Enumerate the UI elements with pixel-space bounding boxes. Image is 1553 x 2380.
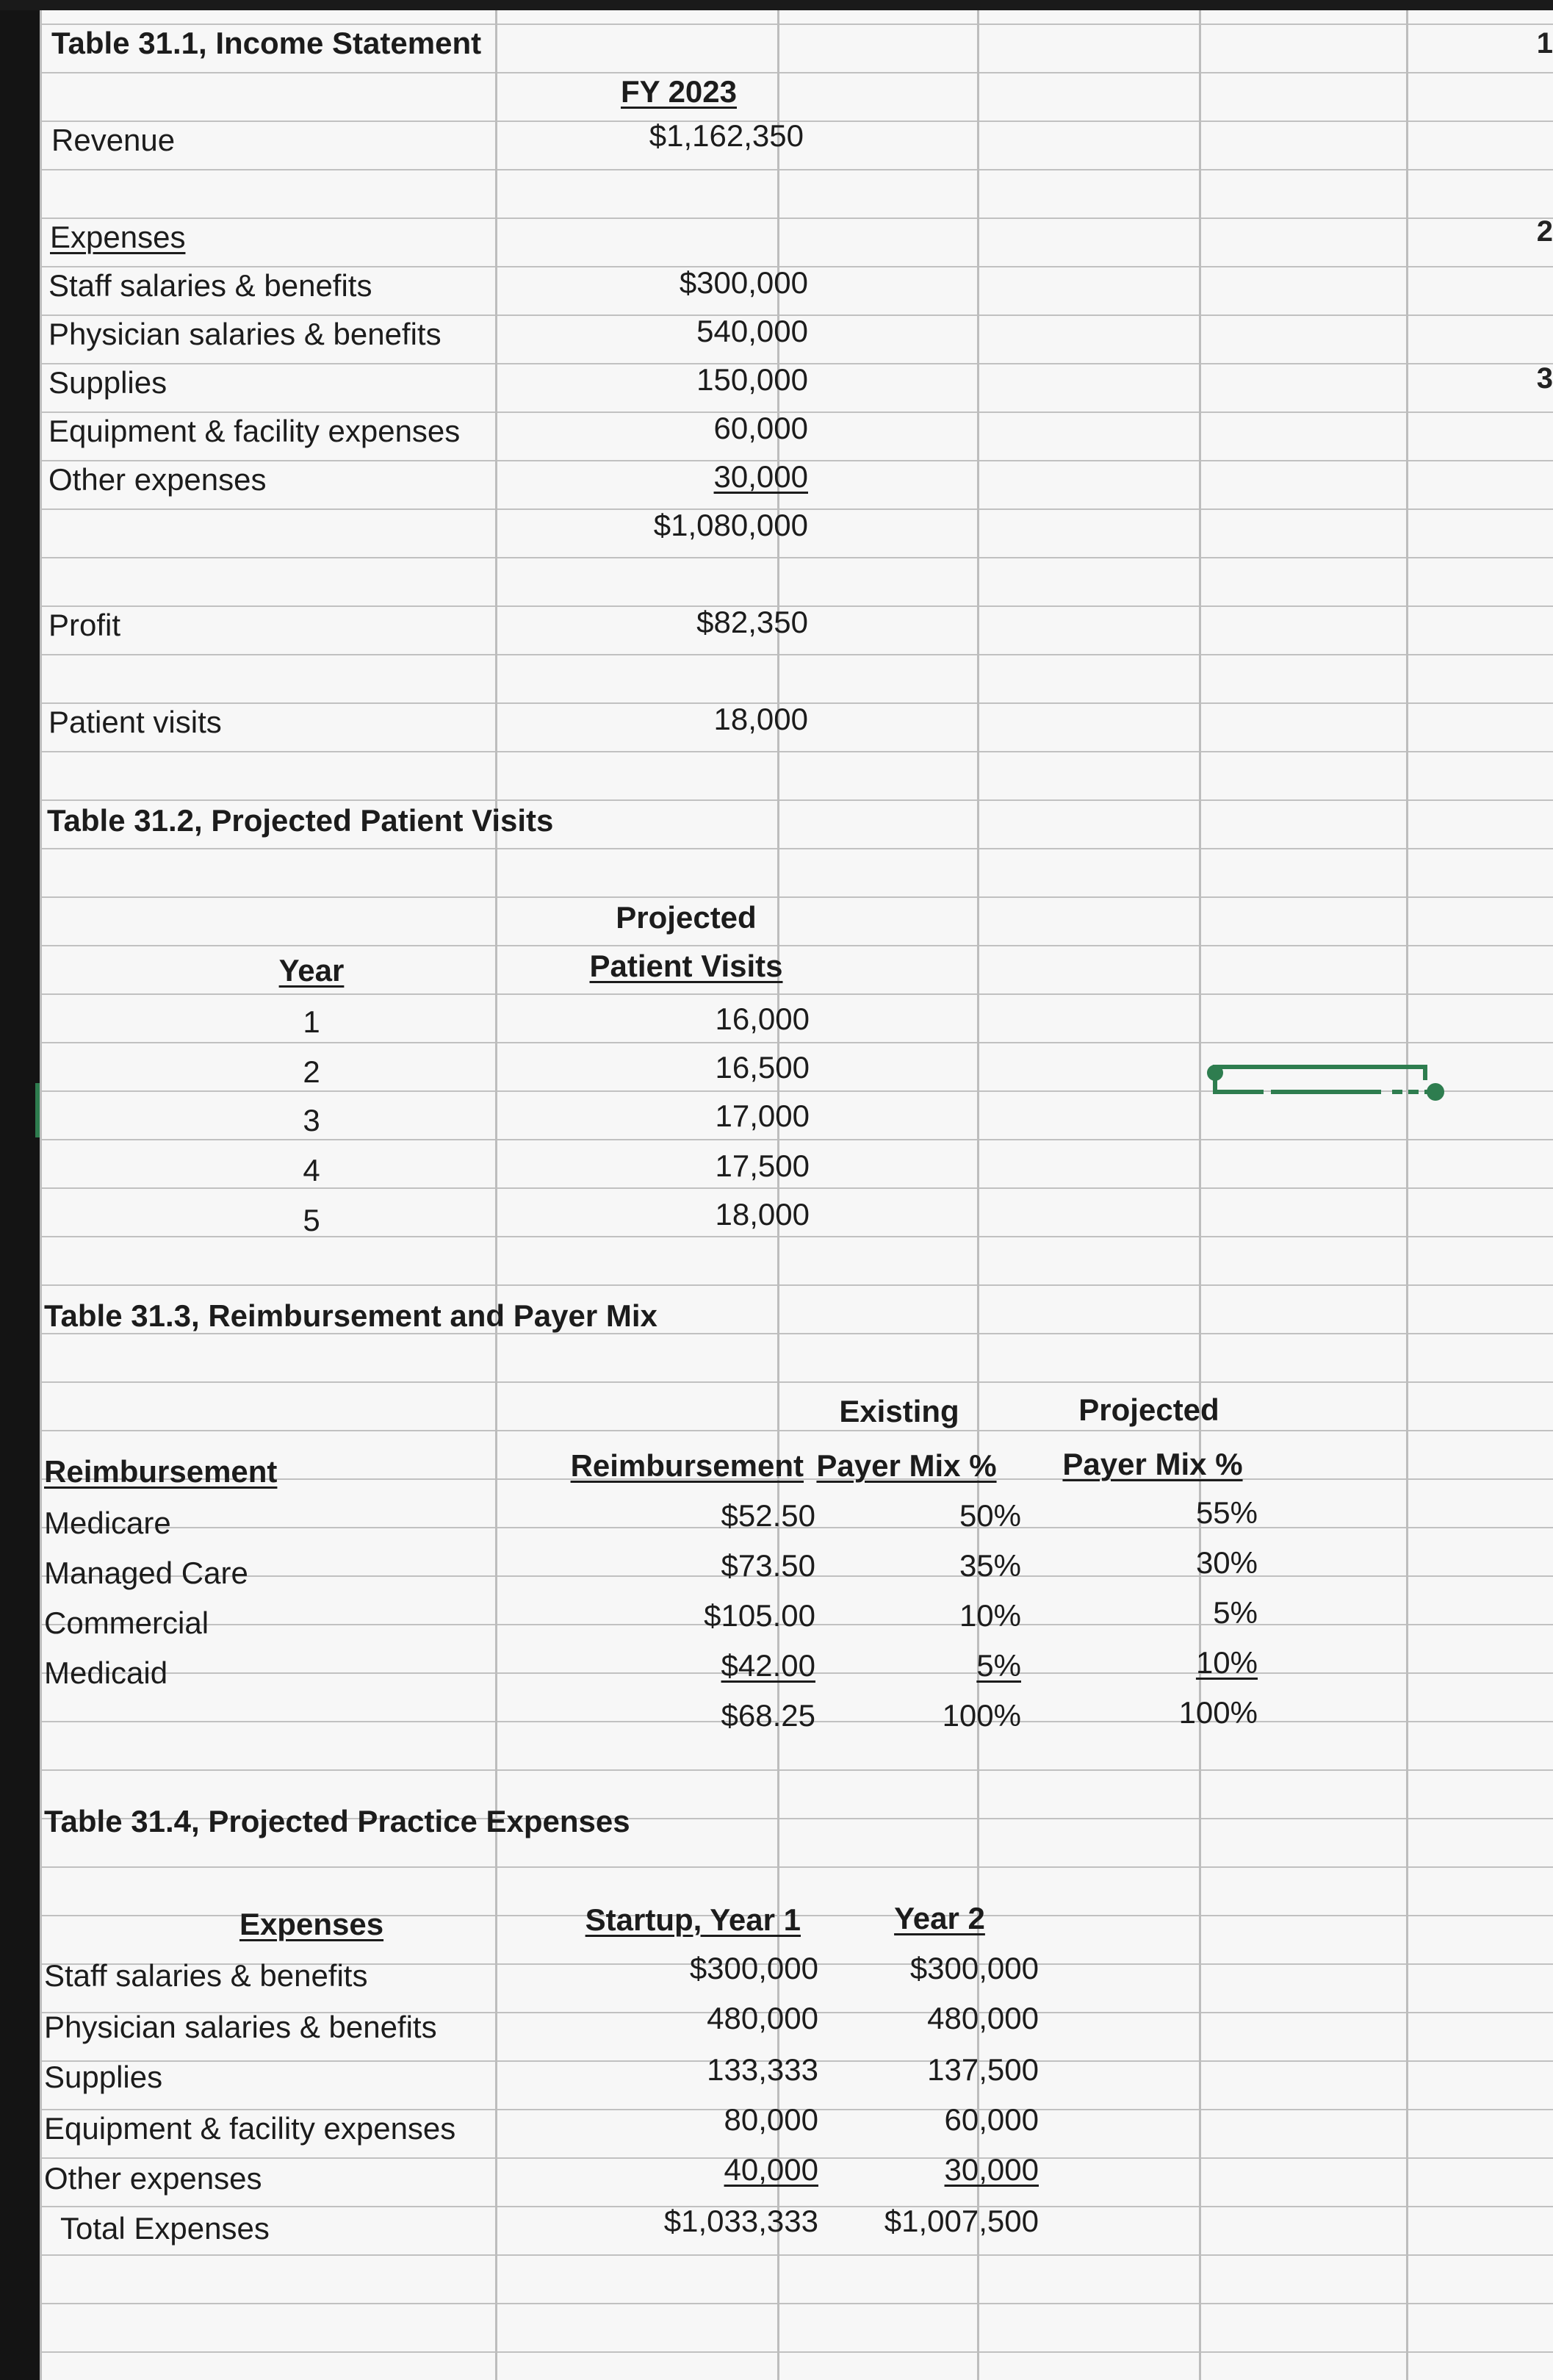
practice-expense-label: Supplies xyxy=(44,2060,163,2094)
connector-shape[interactable] xyxy=(1205,1058,1455,1124)
practice-expense-year1: 80,000 xyxy=(724,2102,818,2137)
visits-year: 2 xyxy=(303,1054,320,1089)
practice-expense-year1: 480,000 xyxy=(707,2001,818,2035)
revenue-value: $1,162,350 xyxy=(649,118,804,153)
expense-label: Physician salaries & benefits xyxy=(48,317,442,351)
payer-name: Medicare xyxy=(44,1506,171,1540)
fy-header: FY 2023 xyxy=(620,74,737,109)
practice-expense-year1: 40,000 xyxy=(724,2152,818,2187)
grid-column-line xyxy=(1406,10,1408,2380)
year1-header: Startup, Year 1 xyxy=(585,1902,801,1937)
payer-reimbursement: $52.50 xyxy=(721,1498,815,1533)
practice-expenses-title: Table 31.4, Projected Practice Expenses xyxy=(44,1804,630,1838)
visits-value: 16,500 xyxy=(715,1050,810,1085)
expense-label: Other expenses xyxy=(48,462,267,497)
year2-header: Year 2 xyxy=(894,1901,985,1935)
projected-visits-title: Table 31.2, Projected Patient Visits xyxy=(47,803,554,838)
practice-expense-year1: 133,333 xyxy=(707,2052,818,2087)
expense-label: Equipment & facility expenses xyxy=(48,414,461,448)
practice-expense-label: Physician salaries & benefits xyxy=(44,2010,437,2044)
connector-handle-end[interactable] xyxy=(1427,1083,1444,1101)
payer-existing: 5% xyxy=(976,1648,1021,1683)
practice-expense-label: Other expenses xyxy=(44,2161,262,2196)
expense-label: Staff salaries & benefits xyxy=(48,268,372,303)
revenue-label: Revenue xyxy=(51,123,176,157)
expense-value: $300,000 xyxy=(679,265,808,300)
connector-line-top xyxy=(1215,1067,1425,1080)
payer-name: Commercial xyxy=(44,1606,209,1640)
practice-expense-year2: 60,000 xyxy=(944,2102,1039,2137)
profit-label: Profit xyxy=(48,608,121,642)
practice-expense-year2: 137,500 xyxy=(927,2052,1039,2087)
practice-expense-year2: 30,000 xyxy=(944,2152,1039,2187)
payer-reimbursement: $73.50 xyxy=(721,1548,815,1583)
row-number: 3 xyxy=(1536,362,1553,395)
existing-header-line2: Payer Mix % xyxy=(816,1448,997,1483)
expense-value: 540,000 xyxy=(696,314,808,348)
visits-year: 1 xyxy=(303,1004,320,1039)
payer-existing: 10% xyxy=(959,1598,1021,1633)
visits-value: 18,000 xyxy=(715,1197,810,1232)
expense-value: 60,000 xyxy=(713,411,808,445)
total-projected: 100% xyxy=(1178,1695,1258,1730)
payer-projected: 10% xyxy=(1195,1645,1258,1680)
expense-value: 150,000 xyxy=(696,362,808,397)
total-expenses-year2: $1,007,500 xyxy=(884,2204,1039,2238)
expenses-heading: Expenses xyxy=(50,220,186,254)
connector-handle-start[interactable] xyxy=(1207,1065,1223,1081)
patient-visits-label: Patient visits xyxy=(48,705,222,739)
payer-existing: 35% xyxy=(959,1548,1021,1583)
profit-value: $82,350 xyxy=(696,605,808,639)
visits-header-line2: Patient Visits xyxy=(589,949,783,983)
row-number: 2 xyxy=(1536,215,1553,248)
reimbursement-header: Reimbursement xyxy=(570,1448,804,1483)
visits-year: 4 xyxy=(303,1153,320,1187)
expenses-total: $1,080,000 xyxy=(653,508,808,542)
payer-projected: 30% xyxy=(1195,1545,1258,1580)
visits-header-line1: Projected xyxy=(616,900,757,935)
total-existing: 100% xyxy=(942,1698,1021,1733)
payer-projected: 5% xyxy=(1213,1595,1258,1630)
grid-column-line xyxy=(1199,10,1201,2380)
payer-existing: 50% xyxy=(959,1498,1021,1533)
total-expenses-label: Total Expenses xyxy=(60,2211,270,2246)
expense-label: Supplies xyxy=(48,365,167,400)
left-edge xyxy=(0,10,40,2380)
practice-expense-year1: $300,000 xyxy=(689,1951,818,1985)
total-reimbursement: $68.25 xyxy=(721,1698,815,1733)
visits-year: 5 xyxy=(303,1203,320,1237)
payer-projected: 55% xyxy=(1195,1495,1258,1530)
visits-value: 16,000 xyxy=(715,1002,810,1036)
payer-reimbursement: $105.00 xyxy=(704,1598,815,1633)
income-statement-title: Table 31.1, Income Statement xyxy=(51,26,482,60)
payer-mix-title: Table 31.3, Reimbursement and Payer Mix xyxy=(44,1298,657,1333)
payer-label-header: Reimbursement xyxy=(44,1454,278,1489)
year-header: Year xyxy=(278,953,345,988)
payer-reimbursement: $42.00 xyxy=(721,1648,815,1683)
patient-visits-value: 18,000 xyxy=(713,702,808,736)
practice-expense-year2: 480,000 xyxy=(927,2001,1039,2035)
payer-name: Managed Care xyxy=(44,1556,248,1590)
practice-expense-year2: $300,000 xyxy=(909,1951,1039,1985)
visits-value: 17,000 xyxy=(715,1099,810,1133)
projected-header-line2: Payer Mix % xyxy=(1062,1447,1243,1481)
total-expenses-year1: $1,033,333 xyxy=(663,2204,818,2238)
projected-header-line1: Projected xyxy=(1078,1392,1219,1427)
practice-expense-label: Staff salaries & benefits xyxy=(44,1958,368,1993)
row-number: 1 xyxy=(1536,27,1553,60)
spreadsheet-grid[interactable] xyxy=(40,10,1553,2380)
expense-value: 30,000 xyxy=(713,459,808,494)
existing-header-line1: Existing xyxy=(839,1394,959,1428)
grid-column-line xyxy=(40,10,42,2380)
practice-expense-label: Equipment & facility expenses xyxy=(44,2111,456,2146)
expenses-label-header: Expenses xyxy=(239,1907,384,1941)
visits-year: 3 xyxy=(303,1103,320,1137)
visits-value: 17,500 xyxy=(715,1148,810,1183)
payer-name: Medicaid xyxy=(44,1655,168,1690)
